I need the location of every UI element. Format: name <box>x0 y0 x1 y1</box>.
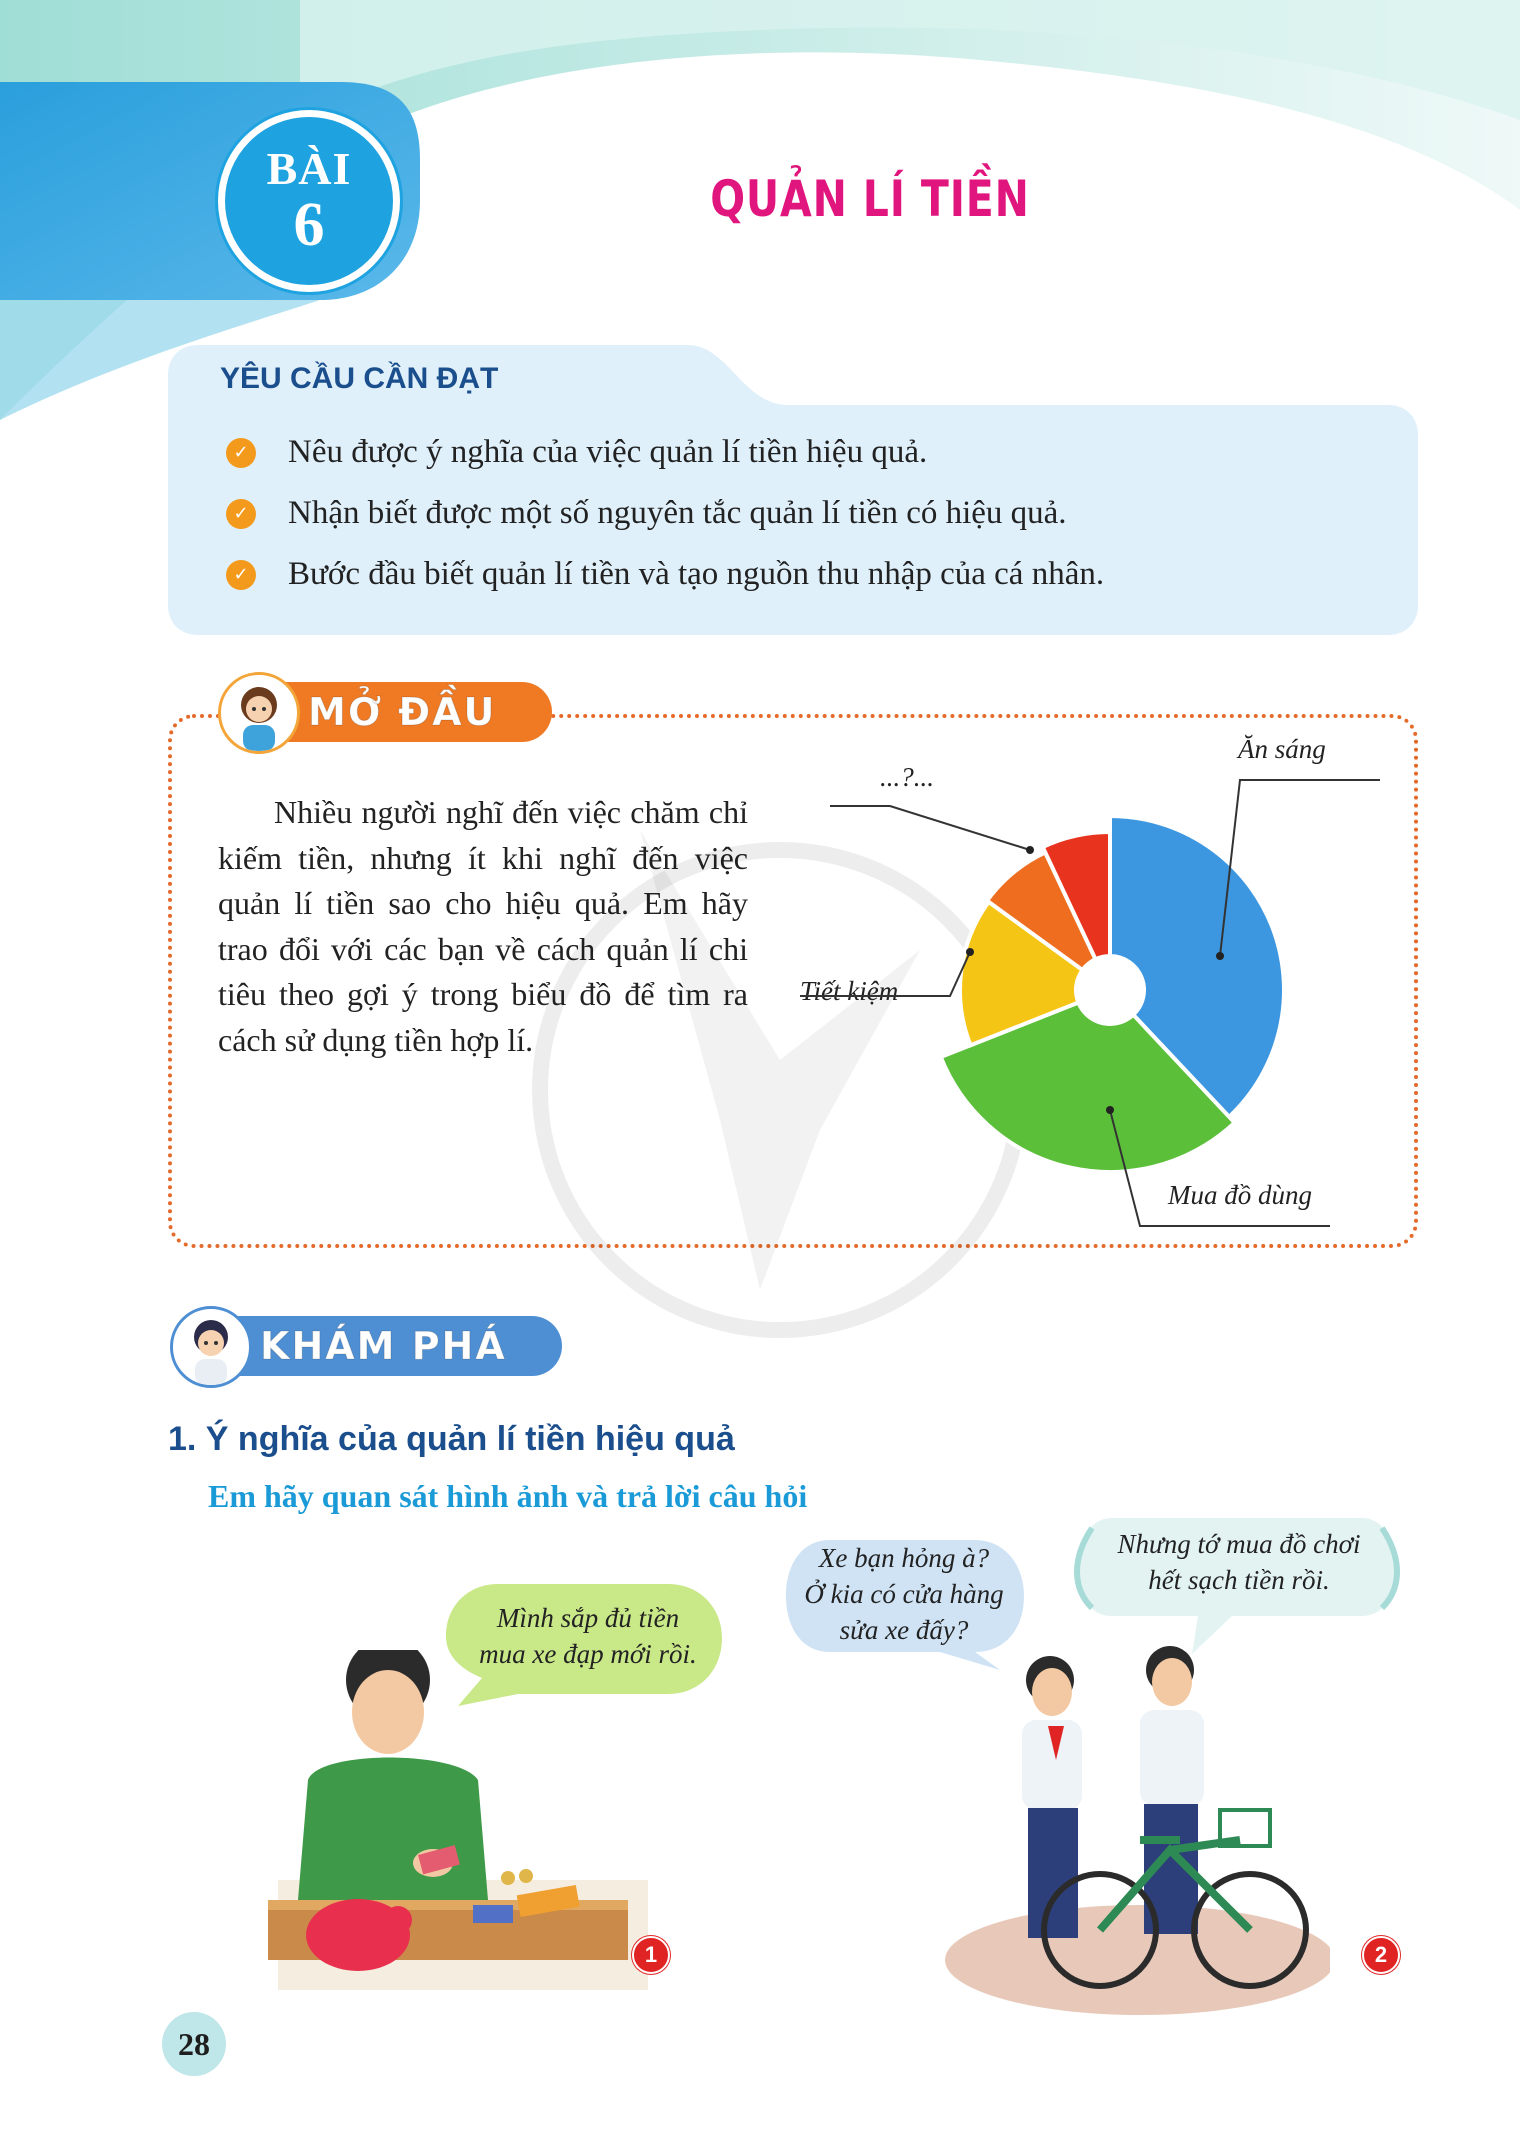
explore-section-label: KHÁM PHÁ <box>260 1324 507 1368</box>
check-icon: ✓ <box>226 438 256 468</box>
boy-counting-money-illustration <box>268 1650 648 2000</box>
chart-label-savings: Tiết kiệm <box>800 976 899 1006</box>
speech-bubble-1-text: Mình sắp đủ tiền mua xe đạp mới rồi. <box>479 1603 697 1669</box>
speech-bubble-2-text: Xe bạn hỏng à? Ở kia có cửa hàng sửa xe đấy? <box>804 1543 1004 1645</box>
requirement-text: Bước đầu biết quản lí tiền và tạo nguồn thu nhập của cá nhân. <box>288 556 1105 592</box>
lesson-badge-word: BÀI <box>266 143 352 194</box>
explore-section-pill <box>222 1316 562 1376</box>
picture-number-1: 1 <box>632 1936 670 1974</box>
page-number: 28 <box>162 2012 226 2076</box>
students-with-bicycle-illustration <box>940 1640 1330 2020</box>
chart-label-supplies: Mua đồ dùng <box>1168 1180 1312 1210</box>
requirement-text: Nhận biết được một số nguyên tắc quản lí tiền có hiệu quả. <box>288 495 1067 531</box>
requirement-item <box>226 495 1067 532</box>
requirement-text: Nêu được ý nghĩa của việc quản lí tiền hiệu quả. <box>288 434 928 470</box>
girl-avatar-icon <box>218 672 300 754</box>
lesson-title: QUẢN LÍ TIỀN <box>710 170 1030 228</box>
intro-section-pill <box>262 682 552 742</box>
thought-bubble <box>1094 1518 1384 1606</box>
section-heading: 1. Ý nghĩa của quản lí tiền hiệu quả <box>168 1420 735 1458</box>
lesson-badge-number: 6 <box>293 191 325 259</box>
intro-section-label: MỞ ĐẦU <box>308 690 497 734</box>
picture-number-2: 2 <box>1362 1936 1400 1974</box>
chart-label-unknown: ...?... <box>880 762 934 792</box>
check-icon: ✓ <box>226 499 256 529</box>
chart-leader-lines <box>790 760 1390 1240</box>
section-subheading: Em hãy quan sát hình ảnh và trả lời câu hỏi <box>208 1478 808 1514</box>
check-icon: ✓ <box>226 560 256 590</box>
thought-bubble-text: Nhưng tớ mua đồ chơi hết sạch tiền rồi. <box>1117 1529 1361 1595</box>
requirements-heading: YÊU CẦU CẦN ĐẠT <box>220 362 499 395</box>
requirement-item <box>226 556 1104 593</box>
boy-avatar-icon <box>170 1306 252 1388</box>
speech-bubble-2 <box>786 1542 1022 1646</box>
lesson-badge <box>218 110 400 292</box>
intro-paragraph: Nhiều người nghĩ đến việc chăm chỉ kiếm tiền, nhưng ít khi nghĩ đến việc quản lí tiền sao cho hiệu quả. Em hãy trao đổi với các bạn về cách quản lí chi tiêu theo gợi ý trong biểu đồ để tìm ra cách sử dụng tiền hợp lí. <box>218 794 748 1058</box>
chart-label-breakfast: Ăn sáng <box>1238 734 1326 764</box>
requirement-item <box>226 434 927 471</box>
